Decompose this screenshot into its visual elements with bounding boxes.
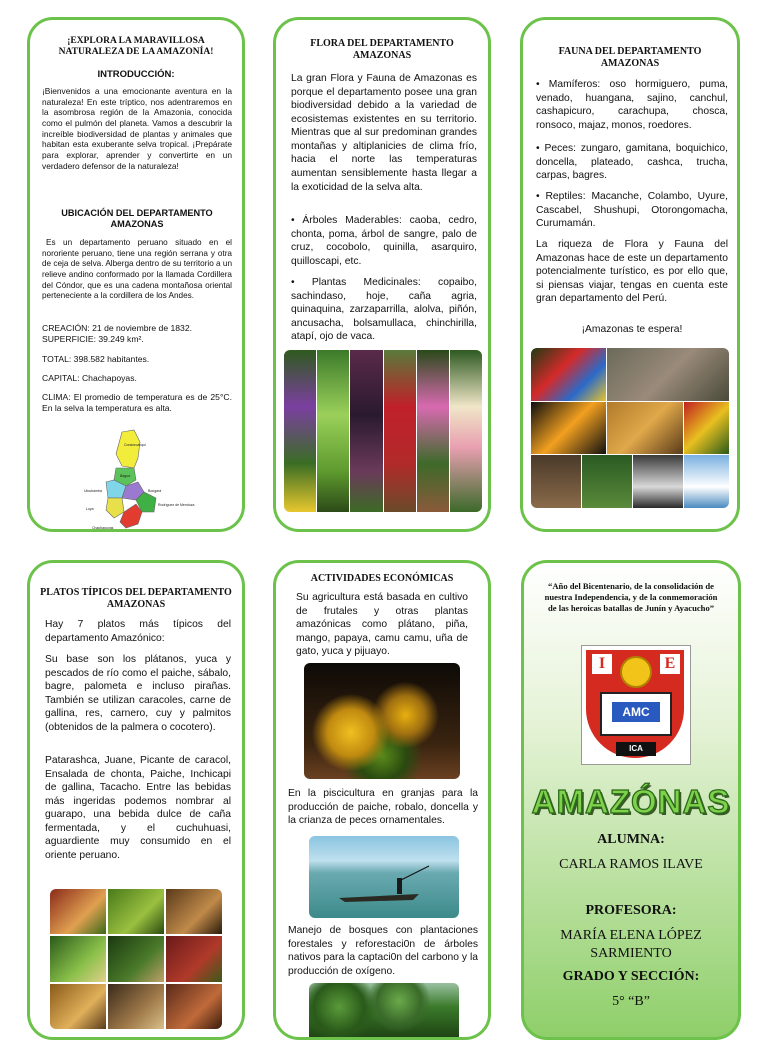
dish-photo-6 [166,936,222,981]
dishes-count: Hay 7 platos más típicos del departamento Amazónico: [45,619,231,644]
forestry: Manejo de bosques con plantaciones forestales y reforestaci0n de árboles nativos para la captaci0n del carbono y la producción de oxígeno. [288,925,478,977]
panel4-title: PLATOS TÍPICOS DEL DEPARTAMENTO AMAZONAS [40,587,232,610]
cover-title: AMAZÓNAS [531,783,731,820]
panel-introduction [27,17,245,532]
student-label: ALUMNA: [597,832,665,847]
dish-photo-7 [50,984,106,1029]
panel2-title: FLORA DEL DEPARTAMENTO AMAZONAS [310,38,454,61]
grade-label: GRADO Y SECCIÓN: [562,969,700,984]
flora-photo-6 [450,350,482,512]
population: TOTAL: 398.582 habitantes. [42,354,150,364]
canoe-icon [309,836,459,918]
sun-icon [620,656,652,688]
flora-photo-strip [284,350,482,512]
creation-date: CREACIÓN: 21 de noviembre de 1832. [42,323,192,333]
dish-photo-1 [50,889,106,934]
climate: CLIMA: El promedio de temperatura es de 25°C. En la selva la temperatura es alta. [42,392,232,413]
fruits-photo [304,663,460,779]
panel-cover [521,560,741,1040]
flora-photo-4 [384,350,416,512]
fish: • Peces: zungaro, gamitana, boquichico, doncella, plateado, cashca, trucha, carpas, bagres. [536,143,728,182]
fauna-photo-jaguar [607,402,682,455]
flora-photo-3 [350,350,382,512]
fauna-photo-egret [684,455,729,508]
map-label-condorcanqui: Condorcanqui [124,443,146,447]
intro-text: ¡Bienvenidos a una emocionante aventura en la naturaleza! En este tríptico, nos adentraremos en la asombrosa región de la Amazonia, conocida como el pulmón del planeta. Vamos a descubrir la increíble biodiversidad de plantas y animales que habitan esta exuberante selva tropical. ¡Prepárate para explorar, aprender y convertirte en un verdadero defensor de la naturaleza! [42,86,232,171]
surface-area: SUPERFICIE: 39.249 km². [42,333,144,344]
year-motto: “Año del Bicentenario, de la consolidación de nuestra Independencia, y de la conmemoración de las heroicas batallas de Junín y Ayacucho” [544,581,718,614]
flora-photo-2 [317,350,349,512]
map-region-condorcanqui [116,430,140,468]
slogan: ¡Amazonas te espera! [581,324,683,335]
crest-letter-e: E [660,654,680,674]
crest-ica: ICA [616,742,656,756]
dishes-list: Patarashca, Juane, Picante de caracol, Ensalada de chonta, Paiche, Inchicapi de gallina, Tacacho. Entre las bebidas más ingeridas podemos nombrar al guarapo, una bebida dulce de caña fermentada, y el cuchuhuasi, aguardiente muy consumido en el oriente peruano. [45,755,231,862]
fauna-photo-anteater [607,348,729,401]
capital: CAPITAL: Chachapoyas. [42,373,137,383]
fishing-photo [309,836,459,918]
dish-photo-4 [50,936,106,981]
reptiles: • Reptiles: Macanche, Colambo, Uyure, Cascabel, Shushupi, Otorongomacha, Curumamán. [536,191,728,230]
agriculture: Su agricultura está basada en cultivo de frutales y otras plantas amazónicas como plátano, piña, mango, papaya, camu camu, uña de gato, yuca y pijuayo. [296,592,468,658]
fauna-photo-toucan [531,402,606,455]
fauna-closing: La riqueza de Flora y Fauna del Amazonas hace de este un departamento potencialmente turístico, es por ello que, si piensas viajar, tengas en cuenta este gran departamento del Perú. [536,239,728,305]
teacher-label: PROFESORA: [585,903,677,918]
map-label-luya: Luya [86,507,94,511]
grade-value: 5° “B” [612,994,650,1009]
flora-intro: La gran Flora y Fauna de Amazonas es porque el departamento posee una gran biodiversidad debido a la variedad de ecosistemas existentes en su territorio. Mientras que al sur predominan grandes montañas y altiplanicies de clima frío, hacia el norte las temperaturas aumentan sensiblemente hasta llegar a la exoticidad de la selva alta. [291,73,477,193]
dish-photo-8 [108,984,164,1029]
teacher-name: MARÍA ELENA LÓPEZ SARMIENTO [560,928,702,961]
map-label-rodriguez: Rodríguez de Mendoza [158,503,195,507]
panel-fauna [520,17,740,532]
creation-info [42,323,234,344]
intro-heading: INTRODUCCIÓN: [97,69,175,80]
dish-photo-3 [166,889,222,934]
map-label-chachapoyas: Chachapoyas [92,526,114,530]
location-heading: UBICACIÓN DEL DEPARTAMENTO AMAZONAS [61,208,213,230]
forest-photo [309,983,459,1040]
fauna-photo-monkey [531,455,581,508]
panel3-title: FAUNA DEL DEPARTAMENTO AMAZONAS [558,46,702,69]
panel1-title: ¡EXPLORA LA MARAVILLOSA NATURALEZA DE LA AMAZONÍA! [58,36,214,57]
fauna-photo-collage [531,348,729,508]
timber-trees: • Árboles Maderables: caoba, cedro, chonta, poma, árbol de sangre, palo de cruz, cocobolo, quinilla, asarquiro, quilloscapi, etc. [291,215,477,267]
mammals: • Mamíferos: oso hormiguero, puma, venado, huangana, sajino, canchul, cashapicuro, carachupa, chosca, ronsoco, majaz, monos, roedores. [536,79,728,131]
map-label-utcubamba: Utcubamba [84,489,102,493]
fauna-photo-macaw [531,348,606,401]
fauna-photo-flowers [684,402,729,455]
amazonas-map [82,428,202,532]
dishes-base: Su base son los plátanos, yuca y pescados de río como el paiche, sábalo, bagre, palometa e incluso pirañas. También se utilizan caracoles, carne de gallina, res, carnero, cuy y palmitos (obtenidos de la palmera o cocotero). [45,654,231,733]
medicinal-plants: • Plantas Medicinales: copaibo, sachindaso, hoje, caña agria, quinaquina, zarzaparrilla, alolva, piñón, ancusacha, bolsamullaca, chinchirilla, atapí, ojo de vaca. [291,277,477,343]
crest-amc: AMC [612,702,660,722]
student-name: CARLA RAMOS ILAVE [559,857,703,872]
crest-letter-i: I [592,654,612,674]
flora-photo-1 [284,350,316,512]
fish-farming: En la piscicultura en granjas para la producción de paiche, robalo, doncella y la crianza de peces ornamentales. [288,788,478,827]
panel-economy [273,560,491,1040]
fauna-photo-frog [582,455,632,508]
map-label-bongara: Bongará [148,489,162,493]
fauna-photo-eagle [633,455,683,508]
dish-photo-5 [108,936,164,981]
flora-photo-5 [417,350,449,512]
location-text: Es un departamento peruano situado en el nororiente peruano, tiene una región serrana y otra de ceja de selva. Alberga dentro de su territorio a un relieve andino conformado por la llamada Cordillera del Cóndor, que es una cadena montañosa oriental perteneciente a la cordillera de los Andes. [42,238,232,301]
panel5-title: ACTIVIDADES ECONÓMICAS [310,573,454,584]
panel-dishes [27,560,245,1040]
map-region-luya [106,498,124,518]
dish-photo-9 [166,984,222,1029]
panel-flora [273,17,491,532]
map-label-bagua: Bagua [120,474,131,478]
school-crest [581,645,691,765]
dishes-photo-grid [50,889,222,1029]
dish-photo-2 [108,889,164,934]
